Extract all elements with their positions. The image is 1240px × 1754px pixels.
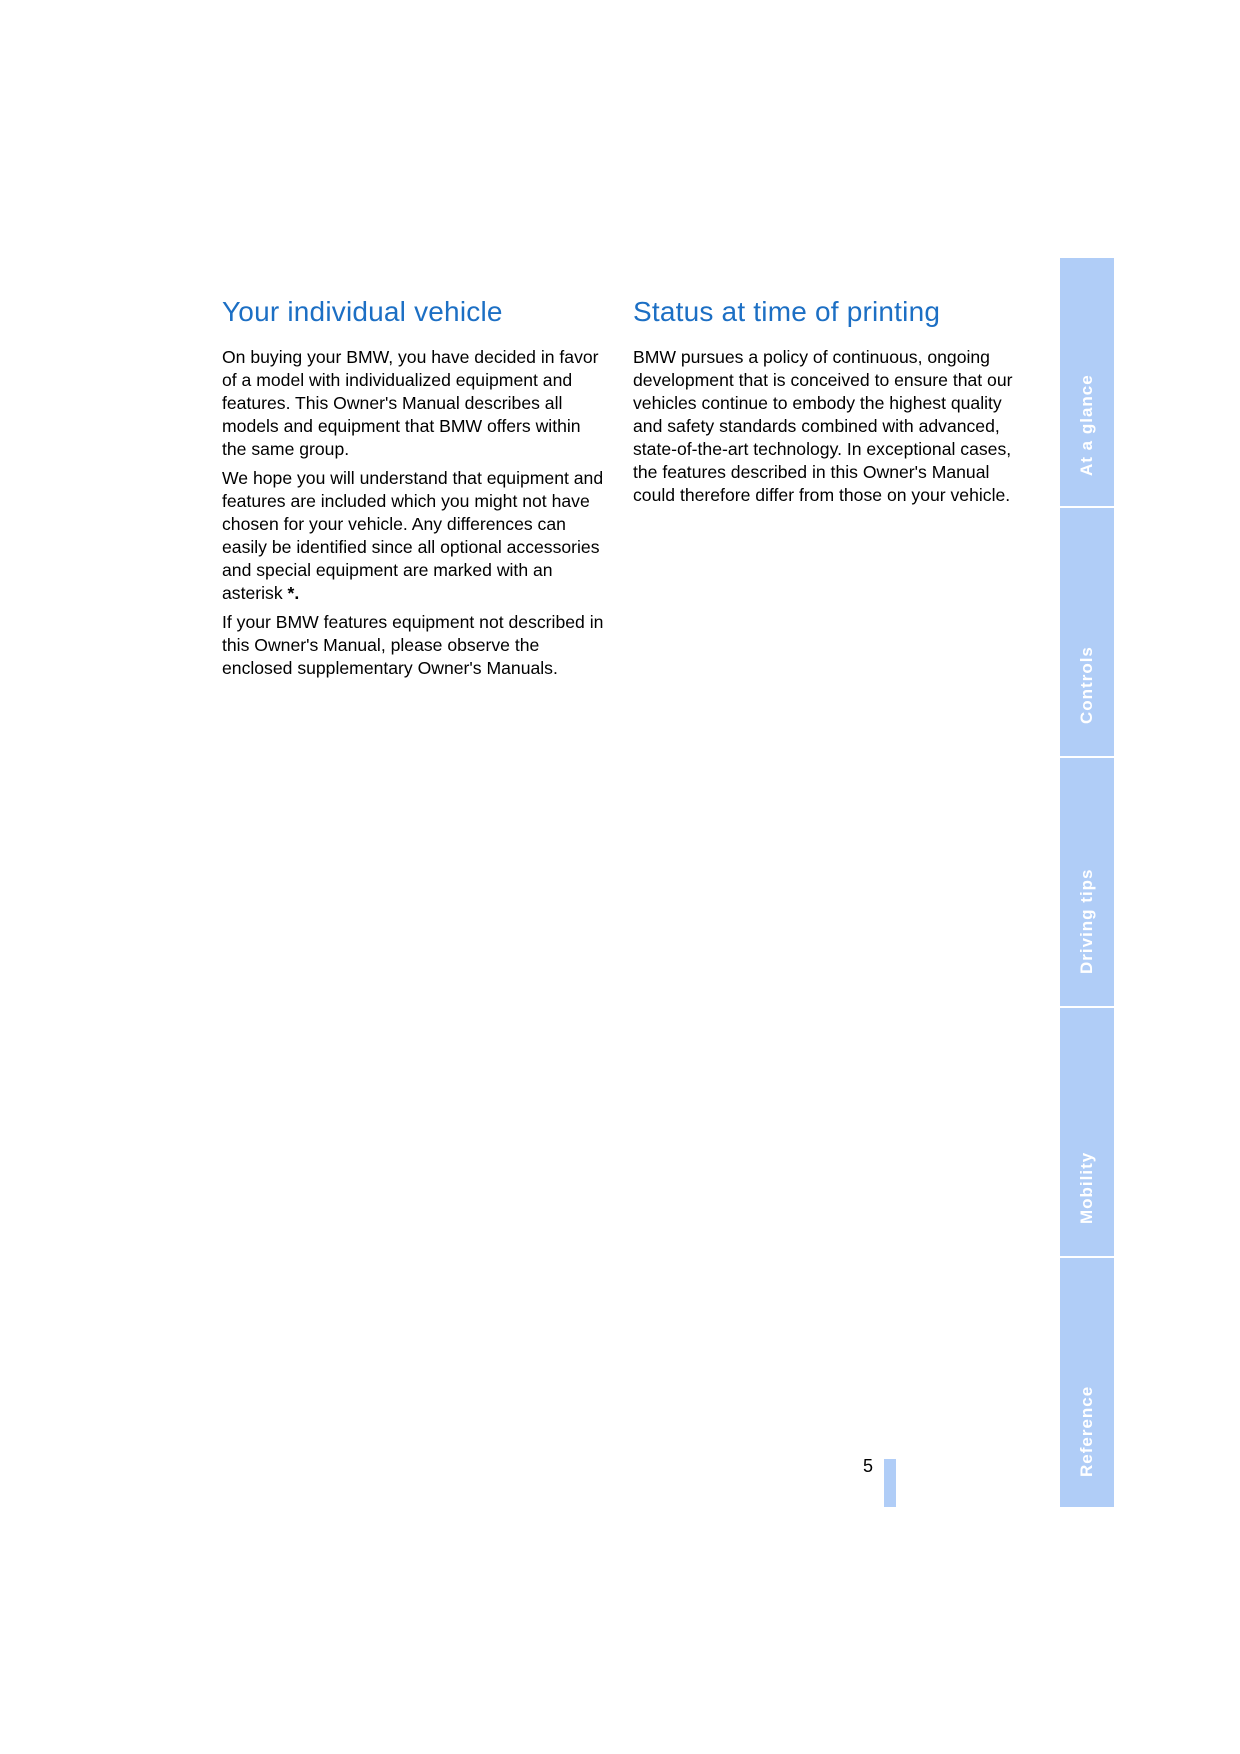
asterisk-marker: *. — [287, 583, 300, 603]
tab-at-a-glance[interactable] — [1060, 258, 1114, 506]
tab-label: Mobility — [1077, 1151, 1096, 1224]
chapter-tab-strip — [1060, 258, 1114, 1507]
tab-label: Reference — [1077, 1385, 1096, 1477]
tab-mobility[interactable] — [1060, 1006, 1114, 1254]
paragraph: If your BMW features equipment not described in this Owner's Manual, please observe the enclosed supplementary Owner's Manuals. — [222, 612, 604, 678]
tab-controls[interactable] — [1060, 506, 1114, 754]
tab-driving-tips[interactable] — [1060, 756, 1114, 1004]
paragraph: BMW pursues a policy of continuous, ongoing development that is conceived to ensure that our vehicles continue to embody the highest quality and safety standards combined with advanced, state-of-the-art technology. In exceptional cases, the features described in this Owner's Manual could therefore differ from those on your vehicle. — [633, 347, 1013, 505]
tab-label: At a glance — [1077, 374, 1096, 476]
left-column — [222, 292, 607, 686]
right-column — [633, 292, 1018, 513]
paragraph — [222, 467, 607, 605]
tab-label: Driving tips — [1077, 868, 1096, 974]
section-title-individual-vehicle: Your individual vehicle — [222, 296, 503, 327]
page-number: 5 — [863, 1456, 874, 1476]
section-title-status-printing: Status at time of printing — [633, 296, 941, 327]
paragraph-text: We hope you will understand that equipment and features are included which you might not have chosen for your vehicle. Any differences can easily be identified since all optional accessories and special equipment are marked with an asterisk — [222, 468, 604, 603]
tab-reference[interactable] — [1060, 1256, 1114, 1507]
tab-label: Controls — [1077, 646, 1096, 724]
page-marker-bar — [884, 1459, 896, 1507]
paragraph: On buying your BMW, you have decided in favor of a model with individualized equipment and features. This Owner's Manual describes all models and equipment that BMW offers within the same group. — [222, 347, 599, 459]
